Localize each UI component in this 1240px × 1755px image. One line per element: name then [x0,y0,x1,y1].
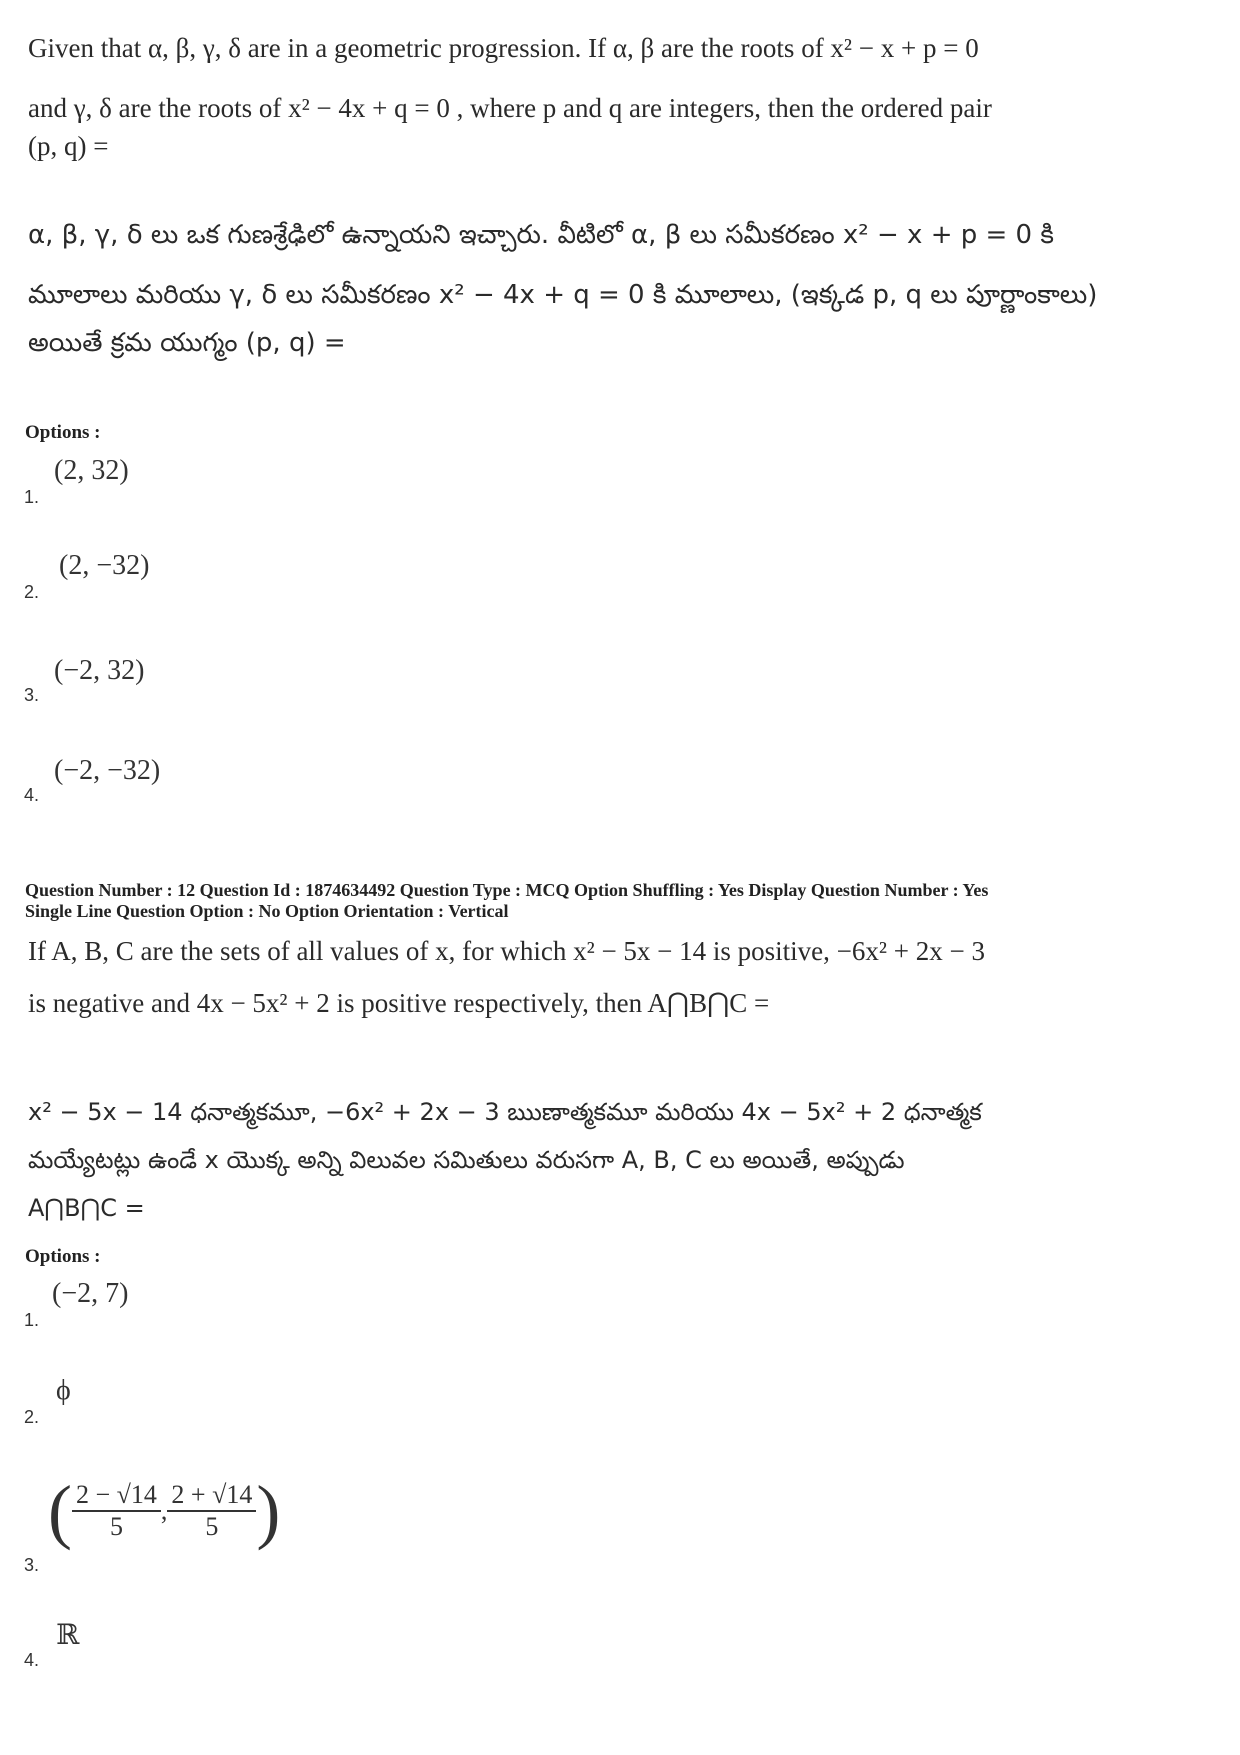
option-number: 3. [24,1555,40,1575]
q11-stem-te-line: అయితే క్రమ యుగ్మం (p, q) = [28,328,346,358]
right-paren: ) [256,1471,281,1551]
option-number: 2. [24,1407,40,1427]
option-text: (−2, 32) [54,655,145,686]
q12-stem-te-line: మయ్యేటట్లు ఉండే x యొక్క అన్ని విలువల సమితులు వరుసగా A, B, C లు అయితే, అప్పుడు [28,1146,905,1174]
option-fraction-interval [48,1471,281,1551]
q12-options-label: Options : [25,1246,101,1267]
q11-stem-en-line: (p, q) = [28,131,109,161]
option-number: 2. [24,582,40,602]
q12-stem-en-line: is negative and 4x − 5x² + 2 is positive respectively, then A⋂B⋂C = [28,988,770,1018]
q11-stem-en [28,18,1208,176]
option-number: 4. [24,1650,40,1670]
q11-stem-en-line: and γ, δ are the roots of x² − 4x + q = 0 , where p and q are integers, then the ordered pair [28,93,992,123]
option-text: (−2, 7) [52,1278,129,1309]
fraction-denominator: 5 [109,1512,123,1541]
option-text: (−2, −32) [54,755,161,786]
option-number: 4. [24,785,40,805]
q12-stem-te-line: x² − 5x − 14 ధనాత్మకమూ, −6x² + 2x − 3 ఋణాత్మకమూ మరియు 4x − 5x² + 2 ధనాత్మక [28,1098,982,1126]
q11-stem-en-line: Given that α, β, γ, δ are in a geometric progression. If α, β are the roots of x² − x + p = 0 [28,33,979,63]
q12-stem-te [28,1088,1208,1232]
fraction-denominator: 5 [205,1512,219,1541]
fraction-numerator: 2 − √14 [72,1480,161,1512]
option-number: 1. [24,487,40,507]
q12-meta-line2: Single Line Question Option : No Option Orientation : Vertical [25,901,509,921]
fraction-numerator: 2 + √14 [167,1480,256,1512]
option-number: 1. [24,1310,40,1330]
q12-meta [25,880,1225,922]
q11-stem-te-line: మూలాలు మరియు γ, δ లు సమీకరణం x² − 4x + q = 0 కి మూలాలు, (ఇక్కడ p, q లు పూర్ణాంకాలు) [28,280,1098,310]
fraction-upper [167,1480,256,1542]
fraction-lower [72,1480,161,1542]
q11-stem-te [28,205,1208,373]
left-paren: ( [48,1471,72,1551]
q11-options-label: Options : [25,422,101,443]
option-text: ϕ [56,1375,71,1406]
option-text: (2, −32) [59,550,150,581]
q12-stem-en [28,925,1208,1029]
q12-stem-en-line: If A, B, C are the sets of all values of x, for which x² − 5x − 14 is positive, −6x² + 2x − 3 [28,936,985,966]
q12-stem-te-line: A⋂B⋂C = [28,1194,145,1222]
comma: , [160,1496,168,1525]
option-text: ℝ [56,1618,80,1651]
q12-meta-line1: Question Number : 12 Question Id : 1874634492 Question Type : MCQ Option Shuffling : Yes Display Question Number : Yes [25,880,989,900]
option-text: (2, 32) [54,455,129,486]
q11-stem-te-line: α, β, γ, δ లు ఒక గుణశ్రేఢిలో ఉన్నాయని ఇచ్చారు. వీటిలో α, β లు సమీకరణం x² − x + p = 0 కి [28,220,1054,250]
option-number: 3. [24,685,40,705]
